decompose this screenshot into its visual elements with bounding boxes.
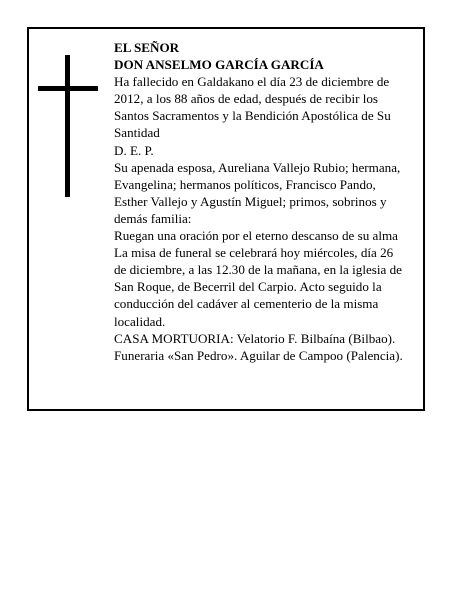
body-line: Santidad bbox=[114, 125, 160, 141]
cross-upright bbox=[65, 55, 70, 197]
body-line: Santos Sacramentos y la Bendición Apostólica de Su bbox=[114, 108, 391, 124]
body-line: Su apenada esposa, Aureliana Vallejo Rubio; hermana, bbox=[114, 159, 401, 175]
dep-line: D. E. P. bbox=[114, 142, 154, 158]
body-line: Ha fallecido en Galdakano el día 23 de diciembre de bbox=[114, 74, 390, 90]
deceased-name: DON ANSELMO GARCÍA GARCÍA bbox=[114, 57, 324, 73]
body-line: de diciembre, a las 12.30 de la mañana, en la iglesia de bbox=[114, 262, 402, 278]
body-line: conducción del cadáver al cementerio de la misma bbox=[114, 296, 379, 312]
obituary-text bbox=[114, 39, 419, 364]
cross-beam bbox=[38, 86, 98, 91]
body-line: localidad. bbox=[114, 313, 166, 329]
body-line: Funeraria «San Pedro». Aguilar de Campoo (Palencia). bbox=[114, 347, 403, 363]
body-line: 2012, a los 88 años de edad, después de recibir los bbox=[114, 91, 378, 107]
body-line: La misa de funeral se celebrará hoy miércoles, día 26 bbox=[114, 245, 394, 261]
body-line: demás familia: bbox=[114, 210, 192, 226]
body-line: Esther Vallejo y Agustín Miguel; primos, sobrinos y bbox=[114, 193, 387, 209]
latin-cross-icon bbox=[38, 55, 98, 197]
body-line: CASA MORTUORIA: Velatorio F. Bilbaína (Bilbao). bbox=[114, 330, 396, 346]
body-line: Evangelina; hermanos políticos, Francisco Pando, bbox=[114, 176, 376, 192]
body-line: San Roque, de Becerril del Carpio. Acto seguido la bbox=[114, 279, 382, 295]
heading-title: EL SEÑOR bbox=[114, 40, 180, 55]
body-line: Ruegan una oración por el eterno descanso de su alma bbox=[114, 228, 398, 244]
